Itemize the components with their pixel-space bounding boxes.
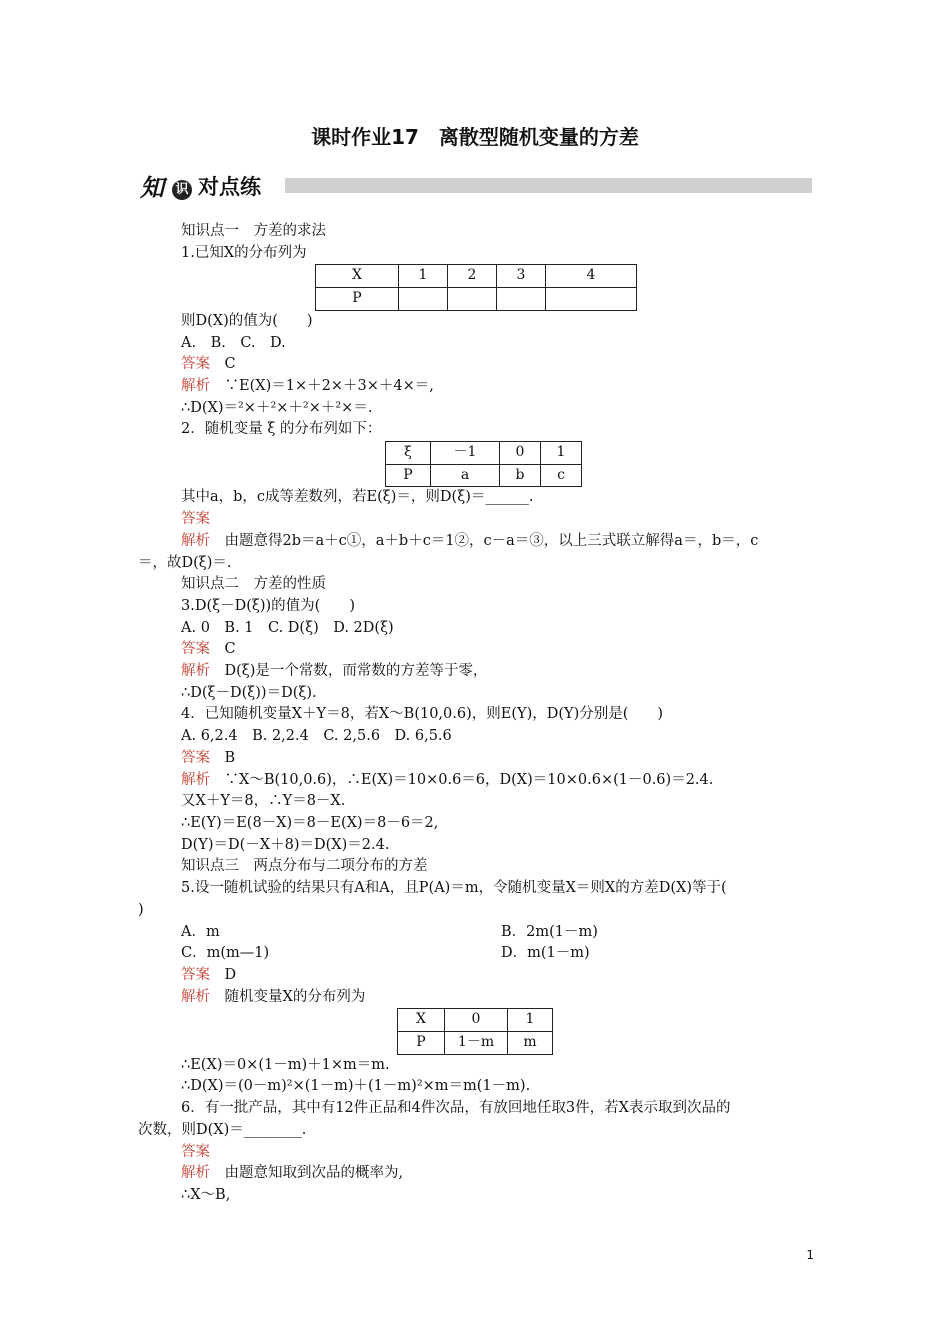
answer-label: 答案	[181, 1143, 210, 1160]
question-4-options: A. 6,2.4 B. 2,2.4 C. 2,5.6 D. 6,5.6	[181, 728, 452, 745]
answer-4	[181, 748, 821, 770]
banner-bar	[285, 178, 812, 193]
table-cell: X	[316, 265, 399, 288]
page-number: 1	[806, 1248, 814, 1262]
table-q1	[315, 264, 637, 310]
analysis-text: D(ξ)是一个常数，而常数的方差等于零，	[224, 663, 488, 680]
question-5: 5.设一随机试验的结果只有A和A，且P(A)＝m，令随机变量X＝则X的方差D(X)等于(	[181, 880, 727, 897]
logo-char: 知	[140, 174, 164, 202]
answer-1	[181, 354, 821, 376]
option-b: B．2m(1－m)	[501, 923, 598, 940]
answer-label: 答案	[181, 966, 210, 983]
analysis-text: 随机变量X的分布列为	[224, 988, 366, 1005]
option-d: D．m(1－m)	[501, 945, 590, 962]
table-cell: P	[386, 464, 431, 487]
answer-5	[181, 965, 821, 987]
table-cell: 1	[541, 442, 582, 465]
analysis-text: 由题意知取到次品的概率为,	[224, 1165, 404, 1182]
answer-value: C	[224, 641, 236, 658]
analysis-4-cont: 又X＋Y＝8，∴Y＝8－X.	[181, 793, 346, 810]
table-cell	[546, 288, 637, 311]
analysis-label: 解析	[181, 663, 210, 680]
question-2-stem: 其中a，b，c成等差数列，若E(ξ)＝，则D(ξ)＝______.	[181, 489, 534, 506]
question-2: 2．随机变量 ξ 的分布列如下：	[181, 421, 382, 438]
analysis-label: 解析	[181, 771, 210, 788]
answer-label: 答案	[181, 511, 210, 528]
answer-label: 答案	[181, 356, 210, 373]
answer-3	[181, 639, 821, 661]
analysis-label: 解析	[181, 1165, 210, 1182]
logo-circle-char: 识	[172, 180, 192, 200]
analysis-6-cont: ∴X～B,	[181, 1186, 231, 1203]
option-a: A．m	[181, 923, 220, 940]
table-cell: c	[541, 464, 582, 487]
analysis-2-cont: ＝，故D(ξ)＝.	[138, 554, 232, 571]
analysis-6	[181, 1163, 821, 1185]
question-6-cont: 次数，则D(X)＝________.	[138, 1121, 307, 1138]
answer-label: 答案	[181, 749, 210, 766]
section-header-2: 知识点二 方差的性质	[181, 576, 326, 593]
table-cell	[399, 288, 448, 311]
analysis-text: 由题意得2b＝a＋c①，a＋b＋c＝1②，c－a＝③，以上三式联立解得a＝，b＝，c	[224, 532, 759, 549]
question-1-options: A. B. C. D.	[181, 334, 286, 351]
table-cell: ξ	[386, 442, 431, 465]
question-5-cont: )	[138, 901, 144, 918]
question-1-stem: 则D(X)的值为( )	[181, 312, 313, 329]
question-6: 6．有一批产品，其中有12件正品和4件次品，有放回地任取3件，若X表示取到次品的	[181, 1100, 731, 1117]
answer-6	[181, 1142, 821, 1164]
analysis-label: 解析	[181, 988, 210, 1005]
banner-logo	[140, 166, 285, 208]
table-cell: 0	[445, 1009, 508, 1032]
table-cell: b	[500, 464, 541, 487]
table-cell: 1	[399, 265, 448, 288]
analysis-text: ∵X～B(10,0.6)，∴E(X)＝10×0.6＝6，D(X)＝10×0.6×(1－0.6)＝2.4.	[224, 771, 714, 788]
answer-value: D	[224, 966, 237, 983]
section-header-3: 知识点三 两点分布与二项分布的方差	[181, 858, 428, 875]
table-cell: 2	[448, 265, 497, 288]
table-cell: P	[316, 288, 399, 311]
analysis-2	[181, 531, 821, 553]
table-cell: 1	[508, 1009, 553, 1032]
page-title: 课时作业17 离散型随机变量的方差	[311, 125, 639, 149]
table-cell	[497, 288, 546, 311]
question-4: 4．已知随机变量X＋Y＝8，若X～B(10,0.6)，则E(Y)，D(Y)分别是( )	[181, 706, 664, 723]
analysis-1	[181, 376, 821, 398]
table-cell: X	[398, 1009, 445, 1032]
answer-2	[181, 509, 821, 531]
question-1: 1.已知X的分布列为	[181, 244, 307, 261]
table-cell: 1－m	[445, 1032, 508, 1055]
table-q2	[385, 441, 582, 487]
content	[138, 221, 821, 1207]
analysis-5-cont: ∴E(X)＝0×(1－m)＋1×m＝m.	[181, 1056, 390, 1073]
analysis-3	[181, 661, 821, 683]
analysis-1-cont: ∴D(X)＝²×＋²×＋²×＋²×＝.	[181, 399, 373, 416]
table-cell: 0	[500, 442, 541, 465]
analysis-4	[181, 770, 821, 792]
section-header-1: 知识点一 方差的求法	[181, 223, 326, 239]
table-cell: P	[398, 1032, 445, 1055]
table-cell: a	[431, 464, 500, 487]
analysis-label: 解析	[181, 532, 210, 549]
question-3-options: A. 0 B. 1 C. D(ξ) D. 2D(ξ)	[181, 619, 394, 636]
option-c: C．m(m—1)	[181, 945, 270, 962]
answer-value: B	[224, 749, 236, 766]
analysis-5-cont: ∴D(X)＝(0－m)²×(1－m)＋(1－m)²×m＝m(1－m).	[181, 1078, 531, 1095]
table-cell: －1	[431, 442, 500, 465]
answer-value: C	[224, 356, 236, 373]
question-5-options-row	[181, 943, 821, 965]
analysis-4-cont: D(Y)＝D(－X＋8)＝D(X)＝2.4.	[181, 836, 390, 853]
question-3: 3.D(ξ－D(ξ))的值为( )	[181, 597, 355, 614]
logo-text: 对点练	[198, 175, 261, 199]
analysis-5	[181, 987, 821, 1009]
analysis-label: 解析	[181, 377, 210, 394]
question-5-options-row	[181, 922, 821, 944]
table-cell: 3	[497, 265, 546, 288]
table-cell	[448, 288, 497, 311]
section-banner	[140, 166, 812, 208]
analysis-3-cont: ∴D(ξ－D(ξ))＝D(ξ).	[181, 684, 317, 701]
table-cell: m	[508, 1032, 553, 1055]
table-cell: 4	[546, 265, 637, 288]
analysis-text: ∵E(X)＝1×＋2×＋3×＋4×＝,	[224, 377, 434, 394]
analysis-4-cont: ∴E(Y)＝E(8－X)＝8－E(X)＝8－6＝2,	[181, 814, 439, 831]
answer-label: 答案	[181, 641, 210, 658]
table-q5	[397, 1008, 553, 1054]
